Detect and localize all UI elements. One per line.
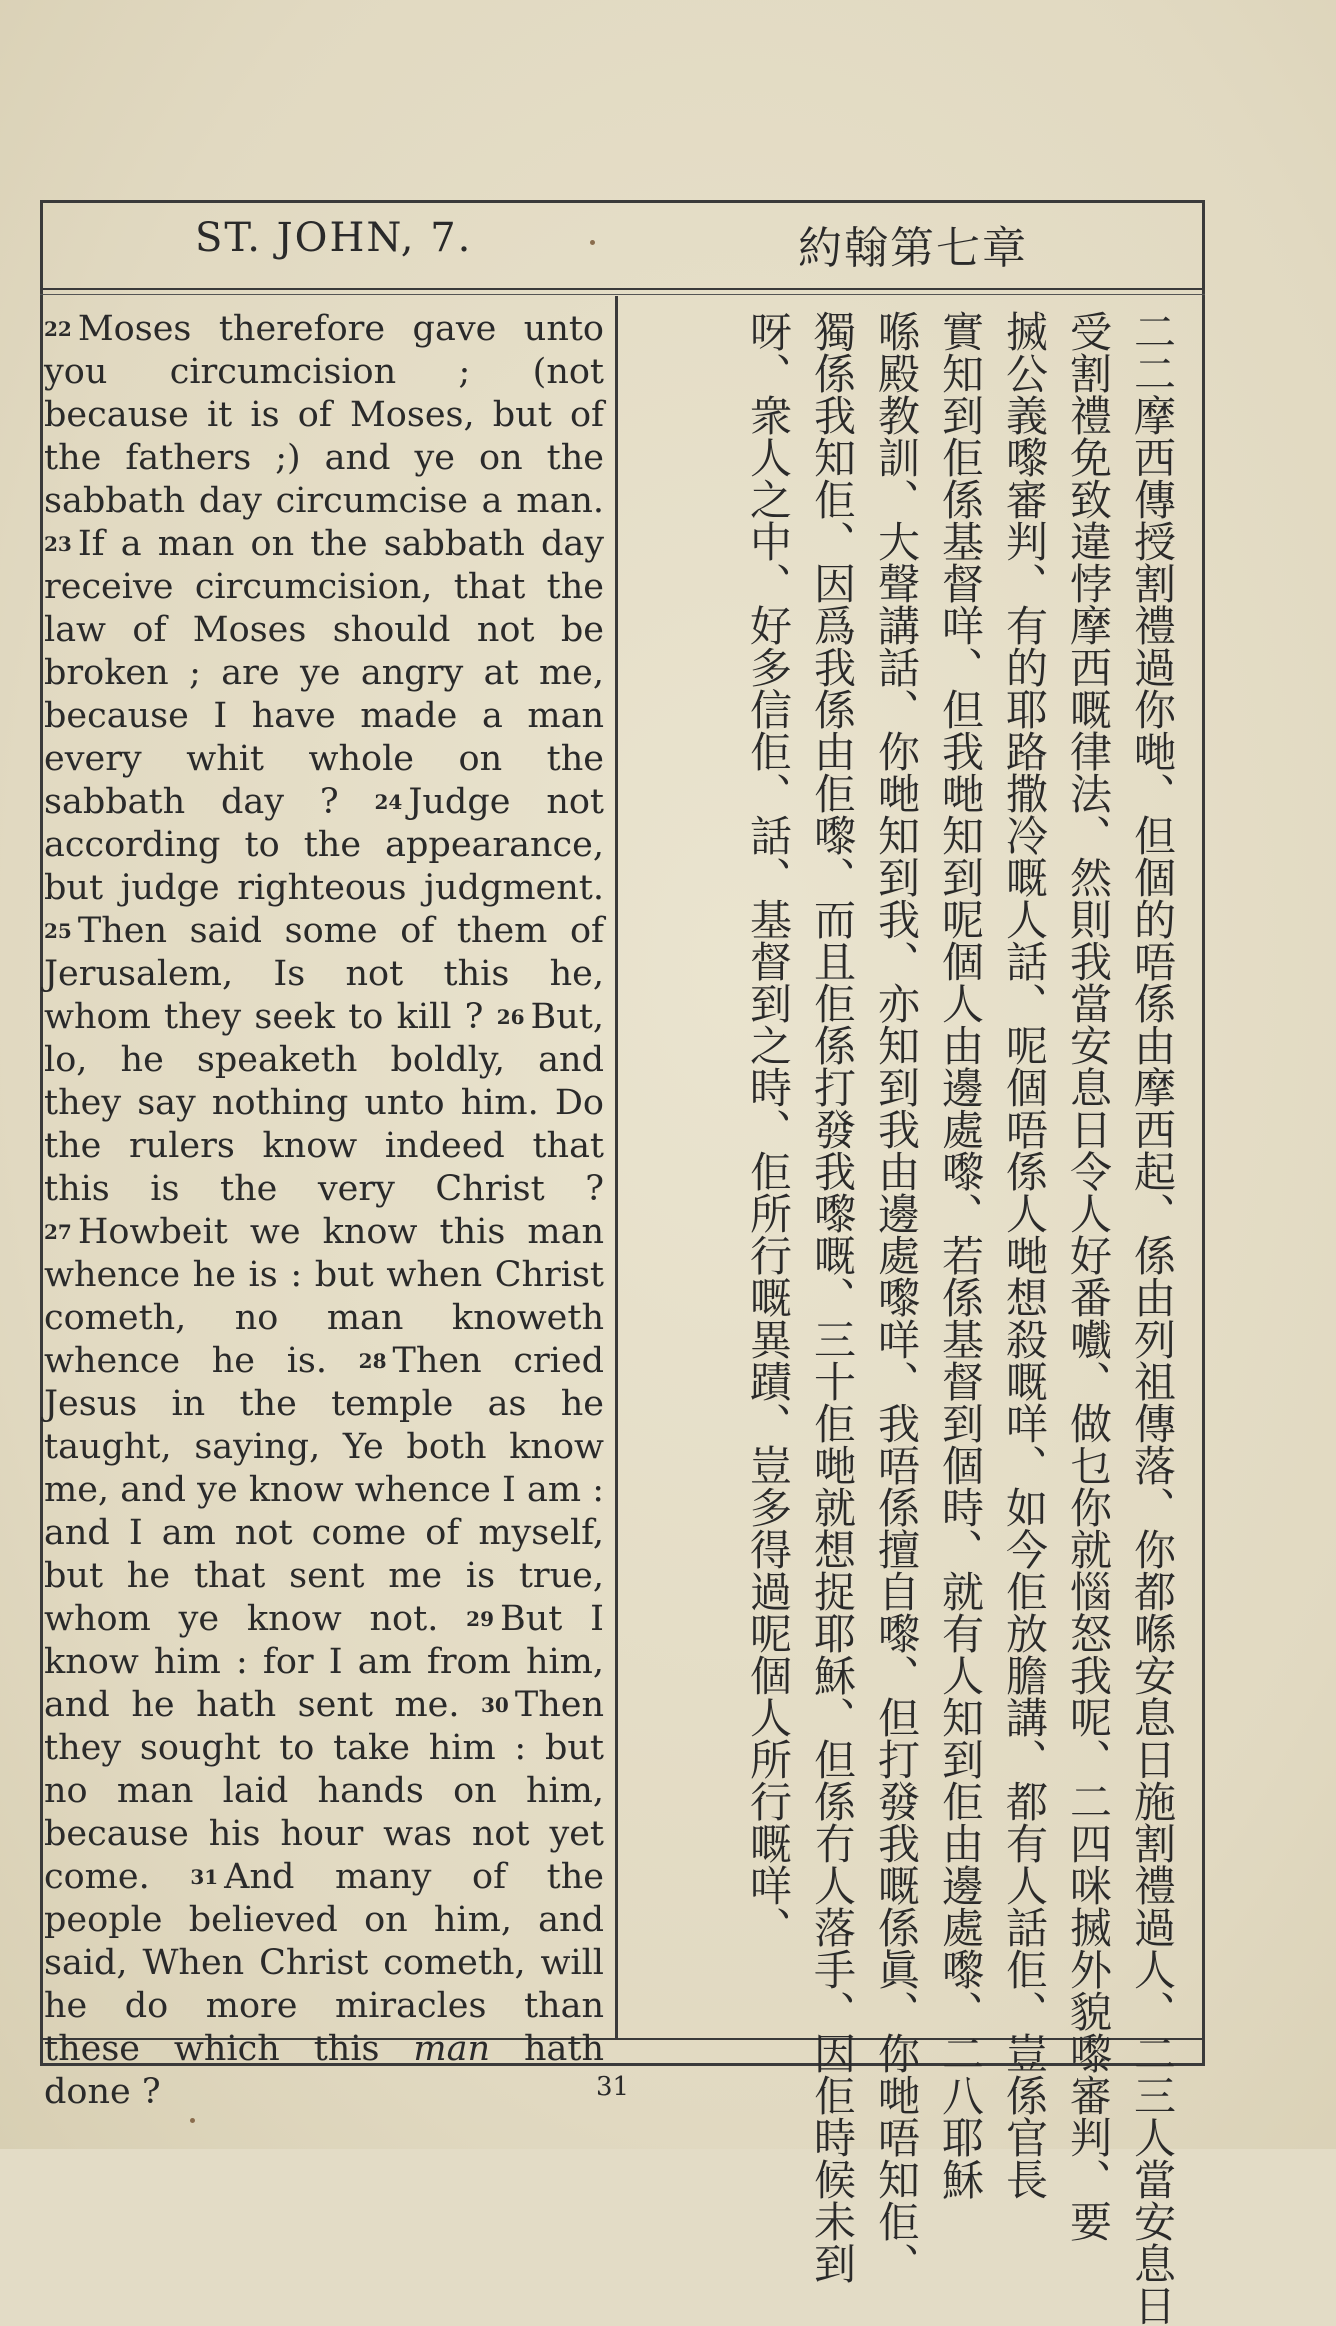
- verse-italic-word: man: [413, 2029, 491, 2069]
- verse-text: Then cried Jesus in the temple as he taught, saying, Ye both know me, and ye know whence I am : and I am not come of myself, but he that sent me is true, whom ye know not.: [44, 1341, 604, 1639]
- paper-speck: [190, 2118, 195, 2123]
- chinese-line: 獨係我知佢、因爲我係由佢嚟、而且佢係打發我嚟嘅、三十佢哋就想捉耶穌、但係冇人落手、因佢時候未到: [808, 310, 857, 2284]
- header-rule-secondary: [40, 294, 1205, 295]
- header-rule: [40, 288, 1205, 290]
- verse-number: 24: [374, 790, 403, 814]
- verse-number: 31: [190, 1865, 219, 1889]
- verse-text: Then they sought to take him : but no man laid hands on him, because his hour was not yet come.: [44, 1685, 604, 1897]
- column-divider: [615, 296, 618, 2038]
- verse-text: And many of the people believed on him, and said, When Christ cometh, will he do more miracles than these which this: [44, 1857, 604, 2069]
- chinese-line: 實知到佢係基督咩、但我哋知到呢個人由邊處嚟、若係基督到個時、就有人知到佢由邊處嚟、二八耶穌: [936, 310, 985, 2200]
- verse-text: Judge not according to the appearance, but judge righteous judgment.: [44, 782, 604, 908]
- verse-number: 23: [44, 532, 72, 556]
- chinese-line: 喺殿教訓、大聲講話、你哋知到我、亦知到我由邊處嚟咩、我唔係擅自嚟、但打發我嘅係眞、你哋唔知佢、: [872, 310, 921, 2284]
- verse-number: 22: [44, 317, 72, 341]
- verse-number: 29: [466, 1607, 495, 1631]
- verse-number: 28: [358, 1349, 387, 1373]
- verse-number: 26: [496, 1005, 525, 1029]
- verse-number: 27: [44, 1220, 72, 1244]
- chinese-line: 受割禮免致違悖摩西嘅律法、然則我當安息日令人好番嚱、做乜你就惱怒我呢、二四咪搣外貌嚟審判、要: [1064, 310, 1113, 2242]
- english-column: [44, 308, 604, 2114]
- verse-text: Then said some of them of Jerusalem, Is not this he, whom they seek to kill ?: [44, 911, 604, 1037]
- chinese-column: [640, 310, 1180, 2326]
- chinese-page-title: 約翰第七章: [798, 223, 1028, 274]
- paper-speck: [590, 240, 595, 245]
- verse-text: But, lo, he speaketh boldly, and they say nothing unto him. Do the rulers know indeed that this is the very Christ ?: [44, 997, 604, 1209]
- english-page-title: ST. JOHN, 7.: [195, 215, 473, 261]
- page-number: 31: [596, 2072, 630, 2102]
- verse-number: 30: [481, 1693, 509, 1717]
- verse-text: Moses therefore gave unto you circumcision ; (not because it is of Moses, but of the fathers ;) and ye on the sabbath day circumcise a man.: [44, 309, 604, 521]
- chinese-line: 呀、衆人之中、好多信佢、話、基督到之時、佢所行嘅異蹟、豈多得過呢個人所行嘅咩、: [744, 310, 793, 1948]
- verse-text-tail: hath done ?: [44, 2029, 604, 2112]
- verse-number: 25: [44, 919, 72, 943]
- verse-text: If a man on the sabbath day receive circumcision, that the law of Moses should not be broken ; are ye angry at me, because I have made a man every whit whole on the sabbath day ?: [44, 524, 604, 822]
- chinese-line: 二二摩西傳授割禮過你哋、但個的唔係由摩西起、係由列祖傳落、你都喺安息日施割禮過人、二三人當安息日: [1128, 310, 1177, 2326]
- verse-text: But I know him : for I am from him, and he hath sent me.: [44, 1599, 604, 1725]
- verse-text: Howbeit we know this man whence he is : but when Christ cometh, no man knoweth whence he is.: [44, 1212, 604, 1381]
- chinese-line: 搣公義嚟審判、有的耶路撒冷嘅人話、呢個唔係人哋想殺嘅咩、如今佢放膽講、都有人話佢、豈係官長: [1000, 310, 1049, 2200]
